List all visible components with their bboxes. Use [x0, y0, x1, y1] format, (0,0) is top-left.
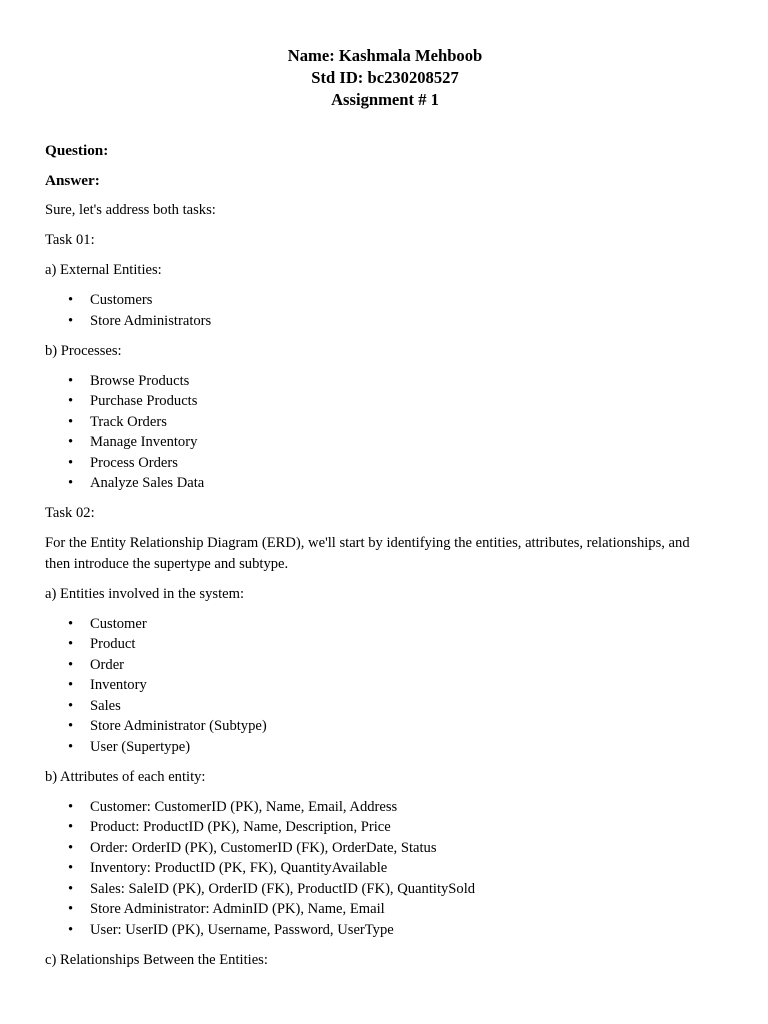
- document-page: [45, 45, 725, 980]
- list-item: • Sales: [90, 696, 725, 717]
- task2-title: Task 02:: [45, 505, 95, 521]
- list-item: • Manage Inventory: [90, 432, 725, 453]
- task1-title: Task 01:: [45, 232, 95, 248]
- list-item: • Store Administrator: AdminID (PK), Name, Email: [90, 899, 725, 920]
- list-item: • Store Administrators: [90, 311, 725, 332]
- list-item: • Product: ProductID (PK), Name, Description, Price: [90, 817, 725, 838]
- list-item: • Customer: CustomerID (PK), Name, Email, Address: [90, 797, 725, 818]
- external-entities-heading: a) External Entities:: [45, 262, 162, 278]
- entities-heading: a) Entities involved in the system:: [45, 585, 245, 602]
- list-item: • User: UserID (PK), Username, Password, UserType: [90, 920, 725, 941]
- list-item: • Browse Products: [90, 371, 725, 392]
- list-item: • Store Administrator (Subtype): [90, 716, 725, 737]
- question-label: Question:: [45, 142, 109, 159]
- attributes-list: [45, 797, 725, 941]
- processes-heading: b) Processes:: [45, 342, 122, 359]
- attributes-heading: b) Attributes of each entity:: [45, 768, 206, 785]
- list-item: • Sales: SaleID (PK), OrderID (FK), ProductID (FK), QuantitySold: [90, 879, 725, 900]
- list-item: • Product: [90, 634, 725, 655]
- intro-text: Sure, let's address both tasks:: [45, 202, 216, 218]
- processes-list: [45, 371, 725, 494]
- list-item: • Customer: [90, 614, 725, 635]
- list-item: • Customers: [90, 290, 725, 311]
- list-item: • Track Orders: [90, 412, 725, 433]
- student-name: Name: Kashmala Mehboob: [287, 46, 483, 65]
- external-entities-list: [45, 290, 725, 331]
- task2-intro: For the Entity Relationship Diagram (ERD), we'll start by identifying the entities, attributes, relationships, and then introduce the supertype and subtype.: [45, 535, 690, 572]
- assignment-title: Assignment # 1: [331, 90, 439, 109]
- relationships-heading: c) Relationships Between the Entities:: [45, 951, 268, 968]
- list-item: • Analyze Sales Data: [90, 473, 725, 494]
- answer-label: Answer:: [45, 171, 100, 189]
- list-item: • User (Supertype): [90, 737, 725, 758]
- list-item: • Order: [90, 655, 725, 676]
- list-item: • Order: OrderID (PK), CustomerID (FK), OrderDate, Status: [90, 838, 725, 859]
- list-item: • Inventory: [90, 675, 725, 696]
- list-item: • Process Orders: [90, 453, 725, 474]
- student-id: Std ID: bc230208527: [311, 68, 459, 87]
- entities-list: [45, 614, 725, 758]
- document-header: [45, 45, 725, 111]
- list-item: • Inventory: ProductID (PK, FK), QuantityAvailable: [90, 858, 725, 879]
- list-item: • Purchase Products: [90, 391, 725, 412]
